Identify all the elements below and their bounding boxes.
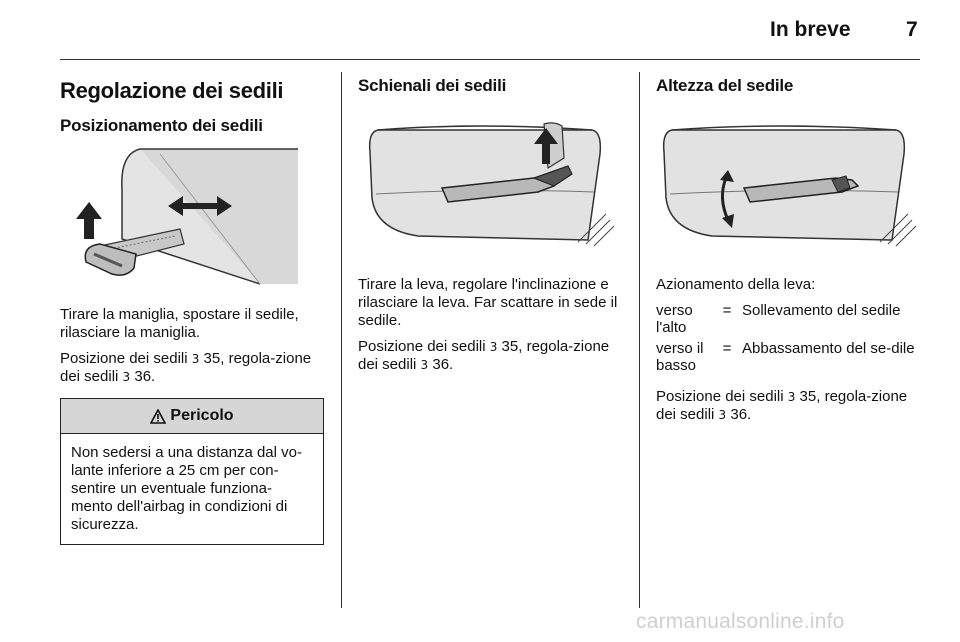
warning-title: Pericolo	[170, 407, 234, 424]
instruction-text: Tirare la maniglia, spostare il sedile, rilasciare la maniglia.	[60, 306, 299, 341]
row-value: Abbassamento del se-dile	[742, 340, 915, 357]
page-header-title: In breve	[770, 18, 851, 41]
seatback-lever-illustration	[358, 118, 620, 258]
warning-box	[60, 398, 324, 545]
subsection-title: Posizionamento dei sedili	[60, 116, 263, 135]
warning-triangle-icon	[150, 409, 166, 424]
row-key: verso l'alto	[656, 302, 693, 336]
page-ref-arrow-icon: 3	[787, 390, 796, 404]
header-rule	[60, 59, 920, 60]
reference-text: Posizione dei sedili 3 35, regola-zione dei sedili 3 36.	[60, 350, 312, 385]
seat-height-lever-illustration	[656, 118, 922, 258]
subsection-title: Altezza del sedile	[656, 76, 794, 95]
row-equals: =	[722, 340, 732, 357]
seat-slide-illustration	[60, 144, 324, 294]
warning-text: Non sedersi a una distanza dal vo-lante inferiore a 25 cm per con-sentire un eventuale funziona-mento dell'airbag in condizioni di sicurezza.	[71, 444, 302, 533]
table-row	[656, 302, 915, 340]
row-equals: =	[722, 302, 732, 319]
reference-text: Posizione dei sedili 3 35, regola-zione dei sedili 3 36.	[656, 388, 908, 423]
row-value: Sollevamento del sedile	[742, 302, 901, 319]
lever-operation-table	[656, 302, 915, 378]
column-divider-2	[639, 72, 640, 608]
subsection-title: Schienali dei sedili	[358, 76, 507, 95]
page-number: 7	[906, 18, 918, 41]
reference-text: Posizione dei sedili 3 35, regola-zione dei sedili 3 36.	[358, 338, 610, 373]
column-2	[358, 72, 620, 382]
row-key: verso il basso	[656, 340, 704, 374]
intro-text: Azionamento della leva:	[656, 276, 816, 293]
section-title: Regolazione dei sedili	[60, 78, 284, 103]
up-arrow-icon	[76, 202, 102, 239]
instruction-text: Tirare la leva, regolare l'inclinazione e rilasciare la leva. Far scattare in sede il sedile.	[358, 276, 618, 329]
warning-header	[61, 399, 323, 434]
page-ref-arrow-icon: 3	[420, 358, 429, 372]
watermark: carmanualsonline.info	[636, 610, 845, 633]
page-ref-arrow-icon: 3	[191, 352, 200, 366]
column-divider-1	[341, 72, 342, 608]
page-ref-arrow-icon: 3	[122, 370, 131, 384]
column-1	[60, 72, 324, 545]
column-3	[656, 72, 922, 432]
page-ref-arrow-icon: 3	[718, 408, 727, 422]
table-row	[656, 340, 915, 378]
page-ref-arrow-icon: 3	[489, 340, 498, 354]
